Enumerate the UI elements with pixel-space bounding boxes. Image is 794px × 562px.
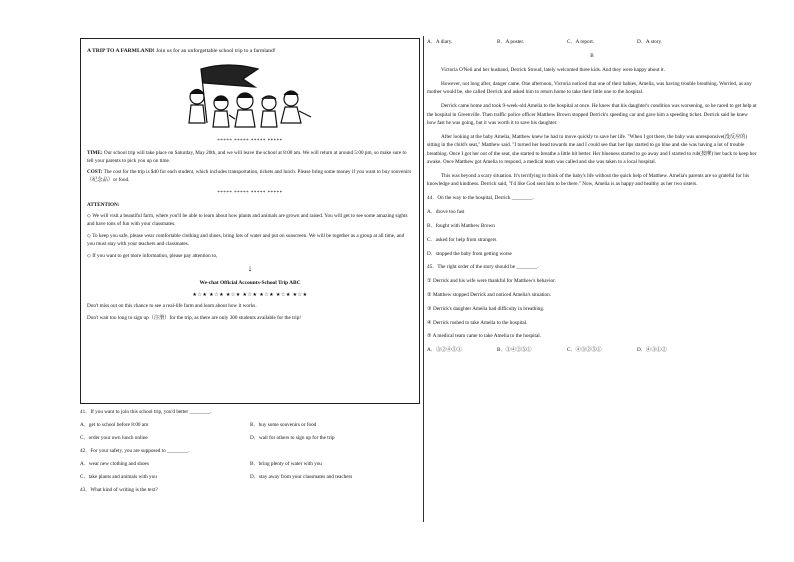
stars-divider-3: ★☆★ ★☆★ ★☆★ ★☆★ ★☆★ ★☆★ ★☆★ xyxy=(192,292,308,298)
passage-paragraph-2: However, not long after, danger came. One afternoon, Victoria noticed that one of their babies, Amelia, was having trouble breathing. Worried, as any mother would be, she called Derrick and asked him to return home to take their little one to the hospital. xyxy=(427,81,752,96)
question-42: 42．For your safety, you are supposed to ________. xyxy=(80,448,190,455)
passage-paragraph-4: After looking at the baby Amelia, Matthew knew he had to move quickly to save her life. "When I got there, the baby was unresponsive(没反应的) sitting in the child's seat," Matthew said. "I turned her head towards me and I could see that her lips started to go blue and she was having a lot of trouble breathing. Once I got her out of the seat, she started to breathe a little bit better. Her blueness started to go away and I started to rub(按摩) her back to keep her awake. Once Matthew got Amelia to respond, a medical team was called and she was taken to a local hospital. xyxy=(427,133,757,166)
option[interactable]: A．drove too fast xyxy=(427,209,465,216)
option[interactable]: B．bring plenty of water with you xyxy=(250,461,322,468)
closing-line-2: Don't wait too long to sign up（注册）for the trip, as there are only 300 students available for the trip! xyxy=(87,315,302,322)
attention-label: ATTENTION: xyxy=(87,201,120,208)
question-44: 44．On the way to the hospital, Derrick ________. xyxy=(427,195,534,202)
trip-advertisement xyxy=(80,38,420,404)
cost-label: COST: xyxy=(87,169,103,176)
question-41: 41．If you want to join this school trip, you'd better ________. xyxy=(80,409,212,415)
cost-text: The cost for the trip is $40 for each student, which includes transportation, tickets and lunch. Please bring some money if you want to buy souvenirs（纪念品）or food. xyxy=(87,169,412,184)
attention-bullet-3: ◇ If you want to get more information, please pay attention to, xyxy=(87,252,218,259)
option[interactable]: A．wear new clothing and shoes xyxy=(80,461,149,468)
option[interactable]: C．A report. xyxy=(567,39,595,45)
option[interactable]: D．wait for others to sign up for the trip xyxy=(250,435,335,442)
attention-bullet-2: ◇ To keep you safe, please wear comfortable clothing and shoes, bring lots of water and put on sunscreen. We will be together as a group at all time, and you must stay with your teachers and classmates. xyxy=(87,232,405,247)
option[interactable]: B．buy some souvenirs or food xyxy=(250,422,317,429)
option[interactable]: C．④③②⑤① xyxy=(567,347,602,354)
question-41-options-row2 xyxy=(80,434,420,442)
option[interactable]: D．④③①② xyxy=(637,347,667,354)
option[interactable]: B．fought with Matthew Brown xyxy=(427,222,495,229)
wechat-account: We-chat Official Accounts-School Trip ABC xyxy=(199,279,301,286)
order-item: ④ Derrick rushed to take Amelia to the hospital. xyxy=(427,319,528,326)
column-divider xyxy=(423,36,424,522)
ad-title-rest: Join us for an unforgettable school trip to a farmland! xyxy=(154,48,276,54)
option[interactable]: A．③②④⑤① xyxy=(427,347,462,354)
left-column xyxy=(80,38,420,499)
passage-paragraph-3: Derrick came home and took 9-week-old Amelia to the hospital at once. He knew that his daughter's condition was worsening, so he raced to get help at the hospital in Greenville. Then traffic police officer Matthew Brown stopped Derrick's speeding car and gave him a speeding ticket. Derrick said he knew how fast he was going, but it was worth it to save his daughter. xyxy=(427,103,757,127)
question-43-options xyxy=(427,38,757,46)
option[interactable]: C．order your own lunch online xyxy=(80,435,148,442)
option[interactable]: A．get to school before 8:00 am xyxy=(80,422,149,429)
question-42-options-row2 xyxy=(80,473,420,481)
time-section xyxy=(87,150,413,166)
question-43: 43．What kind of writing is the text? xyxy=(80,487,158,494)
questions-41-43 xyxy=(80,408,420,494)
option[interactable]: C．take plants and animals with you xyxy=(80,474,157,481)
question-42-options-row1 xyxy=(80,460,420,468)
question-41-options-row1 xyxy=(80,421,420,429)
order-item: ③ Derrick's daughter Amelia had difficulty in breathing. xyxy=(427,305,545,312)
time-text: Our school trip will take place on Saturday, May 20th, and we will leave the school at 8:00 am. We will return at around 5:00 pm, so make sure to tell your parents to pick you up on time. xyxy=(87,149,407,164)
question-45-options xyxy=(427,346,757,354)
option[interactable]: C．asked for help from strangers xyxy=(427,236,497,243)
ad-title-bold: A TRIP TO A FARMLAND! xyxy=(87,48,155,54)
children-flag-illustration xyxy=(173,61,323,133)
order-item: ⑤ A medical team came to take Amelia to the hospital. xyxy=(427,333,541,340)
section-heading: B xyxy=(590,53,594,60)
option[interactable]: A．A diary. xyxy=(427,39,453,45)
option[interactable]: D．stay away from your classmates and teachers xyxy=(250,474,353,481)
stars-divider: ***** ***** ***** ***** xyxy=(217,139,283,145)
attention-bullet-1: ◇ We will visit a beautiful farm, where you'll be able to learn about how plants and animals are grown and raised. You will get to see some amazing sights and have tons of fun with your classmates. xyxy=(87,213,408,228)
time-label: TIME: xyxy=(87,149,103,156)
order-item: ① Derrick and his wife were thankful for Matthew's behavior. xyxy=(427,278,556,285)
ad-title xyxy=(87,47,413,55)
passage-paragraph-1: Victoria O'Neil and her husband, Derrick Stroud, lately welcomed three kids. And they were happy about it. xyxy=(441,67,665,74)
question-45: 45．The right order of the story should be ________. xyxy=(427,264,539,271)
cost-section xyxy=(87,169,413,185)
option[interactable]: B．A poster. xyxy=(497,39,525,45)
option[interactable]: D．stopped the baby from getting worse xyxy=(427,250,512,257)
stars-divider-2: ***** ***** ***** ***** xyxy=(217,191,283,197)
down-arrow-icon: ↓ xyxy=(247,263,253,274)
option[interactable]: B．③④②⑤① xyxy=(497,347,532,354)
option[interactable]: D．A story. xyxy=(637,39,663,45)
order-item: ② Matthew stopped Derrick and noticed Amelia's situation. xyxy=(427,291,552,298)
closing-line-1: Don't miss out on this chance to see a real-life farm and learn about how it works. xyxy=(87,303,257,310)
right-column xyxy=(427,38,757,361)
passage-paragraph-5: This was beyond a scary situation. It's terrifying to think of the baby's life without the quick help of Matthew. Amelia's parents are so grateful for his knowledge and kindness. Derrick said, "I'd like God sent him to be there." Now, Amelia is as happy and healthy as her two sisters. xyxy=(427,173,750,188)
